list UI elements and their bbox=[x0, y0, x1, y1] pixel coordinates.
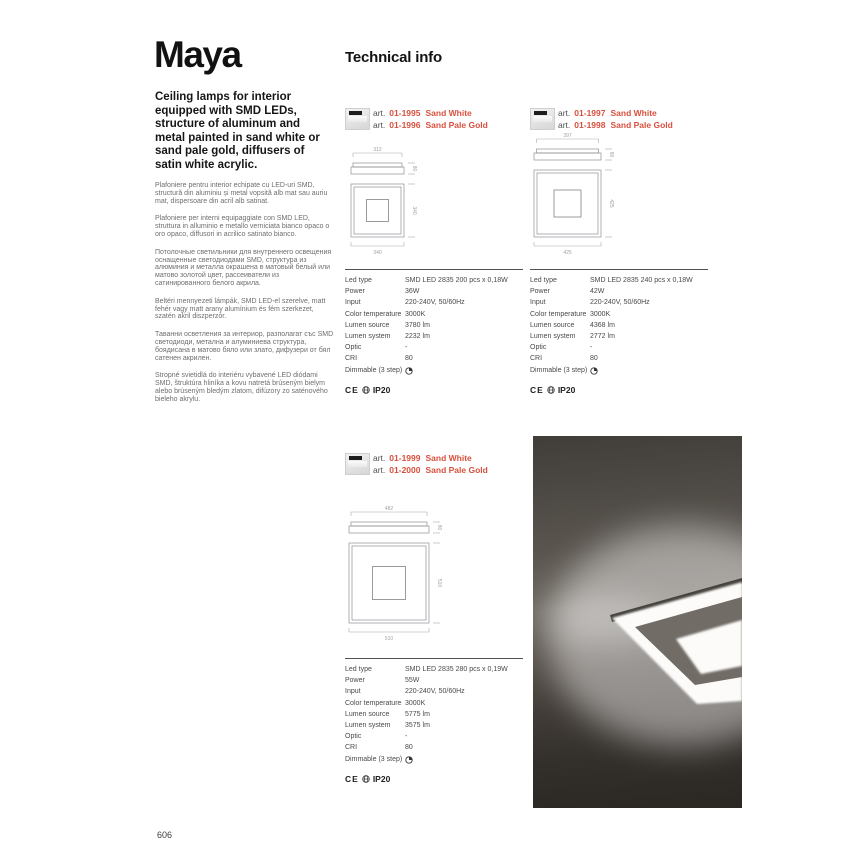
spec-value: 220-240V, 50/60Hz bbox=[590, 299, 650, 307]
spec-value: 3000K bbox=[590, 310, 611, 318]
spec-value: 3780 lm bbox=[405, 321, 430, 329]
spec-row bbox=[345, 309, 523, 320]
spec-value: 3000K bbox=[405, 699, 426, 707]
ce-mark: CE bbox=[345, 384, 359, 395]
technical-drawing bbox=[345, 502, 523, 646]
spec-value: - bbox=[405, 733, 408, 741]
art-finish: Sand Pale Gold bbox=[425, 464, 488, 475]
dimmable-icon bbox=[405, 756, 413, 764]
spec-table bbox=[345, 269, 523, 395]
dim-side-label: 510 bbox=[436, 578, 442, 588]
spec-row bbox=[345, 286, 523, 297]
spec-label: Input bbox=[345, 688, 361, 696]
spec-row bbox=[345, 675, 523, 686]
spec-value: SMD LED 2835 200 pcs x 0,18W bbox=[405, 277, 508, 284]
spec-row bbox=[345, 353, 523, 364]
spec-row-dimmable bbox=[345, 754, 523, 768]
spec-row bbox=[345, 698, 523, 709]
spec-value: 80 bbox=[405, 355, 413, 363]
spec-label: Power bbox=[530, 288, 550, 296]
spec-label: Power bbox=[345, 288, 365, 296]
spec-value: 80 bbox=[405, 744, 413, 752]
product-photo bbox=[533, 436, 742, 808]
description-it: Plafoniere per interni equipaggiate con SMD LED, struttura in alluminio e metallo verniciata bianco opaco o oro opaco, diffusori in acrilico satinato bianco. bbox=[155, 215, 330, 238]
art-prefix: art. bbox=[373, 464, 386, 475]
product-block-2 bbox=[530, 105, 710, 405]
page-title: Maya bbox=[154, 34, 241, 75]
art-code: 01-1999 bbox=[389, 453, 421, 463]
art-code: 01-2000 bbox=[389, 464, 421, 475]
spec-label: Lumen source bbox=[345, 321, 390, 329]
spec-label: Dimmable (3 step) bbox=[530, 366, 588, 374]
dim-top-label: 312 bbox=[373, 147, 382, 153]
article-line bbox=[373, 453, 488, 465]
spec-label: Color temperature bbox=[345, 699, 402, 707]
spec-row bbox=[345, 686, 523, 697]
spec-label: Lumen source bbox=[530, 321, 575, 329]
spec-value: SMD LED 2835 240 pcs x 0,18W bbox=[590, 277, 693, 284]
art-prefix: art. bbox=[373, 108, 386, 118]
spec-value: SMD LED 2835 280 pcs x 0,19W bbox=[405, 666, 508, 673]
spec-table bbox=[530, 269, 708, 395]
spec-row bbox=[345, 731, 523, 742]
dim-height-label: 80 bbox=[608, 151, 614, 158]
article-numbers bbox=[373, 108, 488, 131]
spec-value: - bbox=[590, 344, 593, 352]
section-title: Technical info bbox=[345, 49, 442, 66]
spec-label: Led type bbox=[345, 666, 372, 673]
art-finish: Sand Pale Gold bbox=[425, 119, 488, 130]
description-bg: Таванни осветления за интериор, разполагат със SMD светодиоди, метална и алуминиева структура, боядисана в матово бяло или злато, дифузери от бял сатенен акрилен. bbox=[155, 331, 334, 362]
spec-label: Color temperature bbox=[530, 310, 587, 318]
technical-drawing bbox=[530, 129, 708, 259]
ip-rating: IP20 bbox=[372, 773, 391, 784]
article-line bbox=[373, 108, 488, 120]
translations-column bbox=[155, 182, 335, 414]
description-ro: Plafoniere pentru interior echipate cu LED-uri SMD, structură din aluminiu și metal vopsită alb mat sau auriu mat, dispersoare din acril alb satinat. bbox=[155, 182, 328, 205]
spec-value: 42W bbox=[590, 288, 605, 296]
product-thumbnail bbox=[530, 108, 555, 130]
art-prefix: art. bbox=[558, 119, 571, 130]
globe-icon bbox=[547, 386, 555, 394]
spec-row bbox=[530, 320, 708, 331]
spec-row bbox=[345, 709, 523, 720]
art-code: 01-1997 bbox=[574, 108, 606, 118]
spec-value: - bbox=[405, 344, 408, 352]
spec-value: 4368 lm bbox=[590, 321, 615, 329]
spec-row bbox=[530, 353, 708, 364]
spec-row-dimmable bbox=[530, 365, 708, 379]
art-finish: Sand White bbox=[425, 108, 472, 118]
spec-label: CRI bbox=[345, 744, 358, 752]
art-prefix: art. bbox=[558, 108, 571, 118]
spec-label: Lumen system bbox=[345, 722, 391, 730]
description-ru: Потолочные светильники для внутреннего освещения оснащенные светодиодами SMD, структура из алюминия и металла окрашена в матовый белый или матово золотой цвет, рассеиватели из сатинированного белого акрила. bbox=[155, 248, 332, 287]
art-prefix: art. bbox=[373, 453, 386, 463]
spec-row bbox=[530, 286, 708, 297]
art-code: 01-1998 bbox=[574, 119, 606, 130]
spec-value: 80 bbox=[590, 355, 598, 363]
art-finish: Sand Pale Gold bbox=[610, 119, 673, 130]
spec-row bbox=[345, 320, 523, 331]
spec-value: 5775 lm bbox=[405, 710, 430, 718]
spec-row bbox=[530, 297, 708, 308]
spec-label: Lumen system bbox=[345, 333, 391, 341]
spec-row bbox=[345, 275, 523, 286]
globe-icon bbox=[362, 386, 370, 394]
spec-label: Optic bbox=[530, 344, 547, 352]
dim-height-label: 80 bbox=[436, 524, 442, 531]
spec-value: 2232 lm bbox=[405, 333, 430, 341]
spec-row bbox=[530, 331, 708, 342]
art-code: 01-1995 bbox=[389, 108, 421, 118]
spec-value: 3000K bbox=[405, 310, 426, 318]
spec-table bbox=[345, 658, 523, 784]
spec-label: CRI bbox=[530, 355, 543, 363]
art-code: 01-1996 bbox=[389, 119, 421, 130]
page-number: 606 bbox=[157, 830, 173, 840]
article-line bbox=[558, 108, 673, 120]
spec-value: 3575 lm bbox=[405, 722, 430, 730]
spec-row bbox=[345, 664, 523, 675]
ce-mark: CE bbox=[530, 384, 544, 395]
spec-label: Lumen source bbox=[345, 710, 390, 718]
spec-row bbox=[345, 297, 523, 308]
technical-drawing bbox=[345, 143, 523, 259]
dim-bottom-label: 340 bbox=[373, 250, 382, 256]
spec-label: Lumen system bbox=[530, 333, 576, 341]
ip-rating: IP20 bbox=[372, 384, 391, 395]
spec-label: Dimmable (3 step) bbox=[345, 755, 403, 763]
article-numbers bbox=[373, 453, 488, 476]
product-block-1 bbox=[345, 105, 525, 405]
spec-label: Dimmable (3 step) bbox=[345, 366, 403, 374]
dim-top-label: 482 bbox=[384, 506, 394, 512]
ce-mark: CE bbox=[345, 773, 359, 784]
spec-label: Led type bbox=[530, 277, 557, 284]
certifications bbox=[530, 385, 708, 395]
dim-top-label: 397 bbox=[563, 133, 572, 139]
spec-row bbox=[345, 342, 523, 353]
description-hu: Beltéri mennyezeti lámpák, SMD LED-el szerelve, matt fehér vagy matt arany alumínium és fém szerkezet, szatén akril diszperzór. bbox=[155, 297, 326, 321]
spec-row-dimmable bbox=[345, 365, 523, 379]
certifications bbox=[345, 385, 523, 395]
dim-side-label: 425 bbox=[608, 199, 614, 208]
spec-label: Optic bbox=[345, 733, 362, 741]
dim-side-label: 340 bbox=[411, 206, 417, 215]
spec-label: Input bbox=[345, 299, 361, 307]
spec-value: 36W bbox=[405, 288, 420, 296]
globe-icon bbox=[362, 775, 370, 783]
description-sk: Stropné svietidlá do interiéru vybavené LED diódami SMD, štruktúra hliníka a kovu natretá brúseným bielym alebo brúseným bledým zlatom, difúzory zo saténového bieleho akrylu. bbox=[155, 372, 328, 403]
product-thumbnail bbox=[345, 108, 370, 130]
product-block-3 bbox=[345, 450, 525, 795]
spec-row bbox=[530, 342, 708, 353]
art-finish: Sand White bbox=[425, 453, 472, 463]
spec-row bbox=[530, 309, 708, 320]
spec-label: Led type bbox=[345, 277, 372, 284]
product-thumbnail bbox=[345, 453, 370, 475]
spec-value: 220-240V, 50/60Hz bbox=[405, 688, 465, 696]
spec-row bbox=[530, 275, 708, 286]
dim-height-label: 80 bbox=[411, 165, 417, 172]
ip-rating: IP20 bbox=[557, 384, 576, 395]
article-numbers bbox=[558, 108, 673, 131]
spec-row bbox=[345, 331, 523, 342]
spec-label: Power bbox=[345, 677, 365, 685]
dim-bottom-label: 510 bbox=[384, 636, 394, 642]
spec-value: 220-240V, 50/60Hz bbox=[405, 299, 465, 307]
certifications bbox=[345, 774, 523, 784]
article-line bbox=[373, 465, 488, 477]
spec-label: Input bbox=[530, 299, 546, 307]
art-prefix: art. bbox=[373, 119, 386, 130]
spec-value: 2772 lm bbox=[590, 333, 615, 341]
spec-row bbox=[345, 742, 523, 753]
ceiling-lamp-photo bbox=[533, 436, 742, 808]
spec-label: Color temperature bbox=[345, 310, 402, 318]
spec-label: CRI bbox=[345, 355, 358, 363]
dimmable-icon bbox=[590, 367, 598, 375]
dim-bottom-label: 425 bbox=[563, 250, 572, 256]
spec-row bbox=[345, 720, 523, 731]
art-finish: Sand White bbox=[610, 108, 657, 118]
spec-label: Optic bbox=[345, 344, 362, 352]
product-description-en: Ceiling lamps for interior equipped with SMD LEDs, structure of aluminum and metal painted in sand white or sand pale gold, diffusers of satin white acrylic. bbox=[155, 91, 320, 171]
dimmable-icon bbox=[405, 367, 413, 375]
article-line bbox=[373, 120, 488, 132]
spec-value: 55W bbox=[405, 677, 420, 685]
